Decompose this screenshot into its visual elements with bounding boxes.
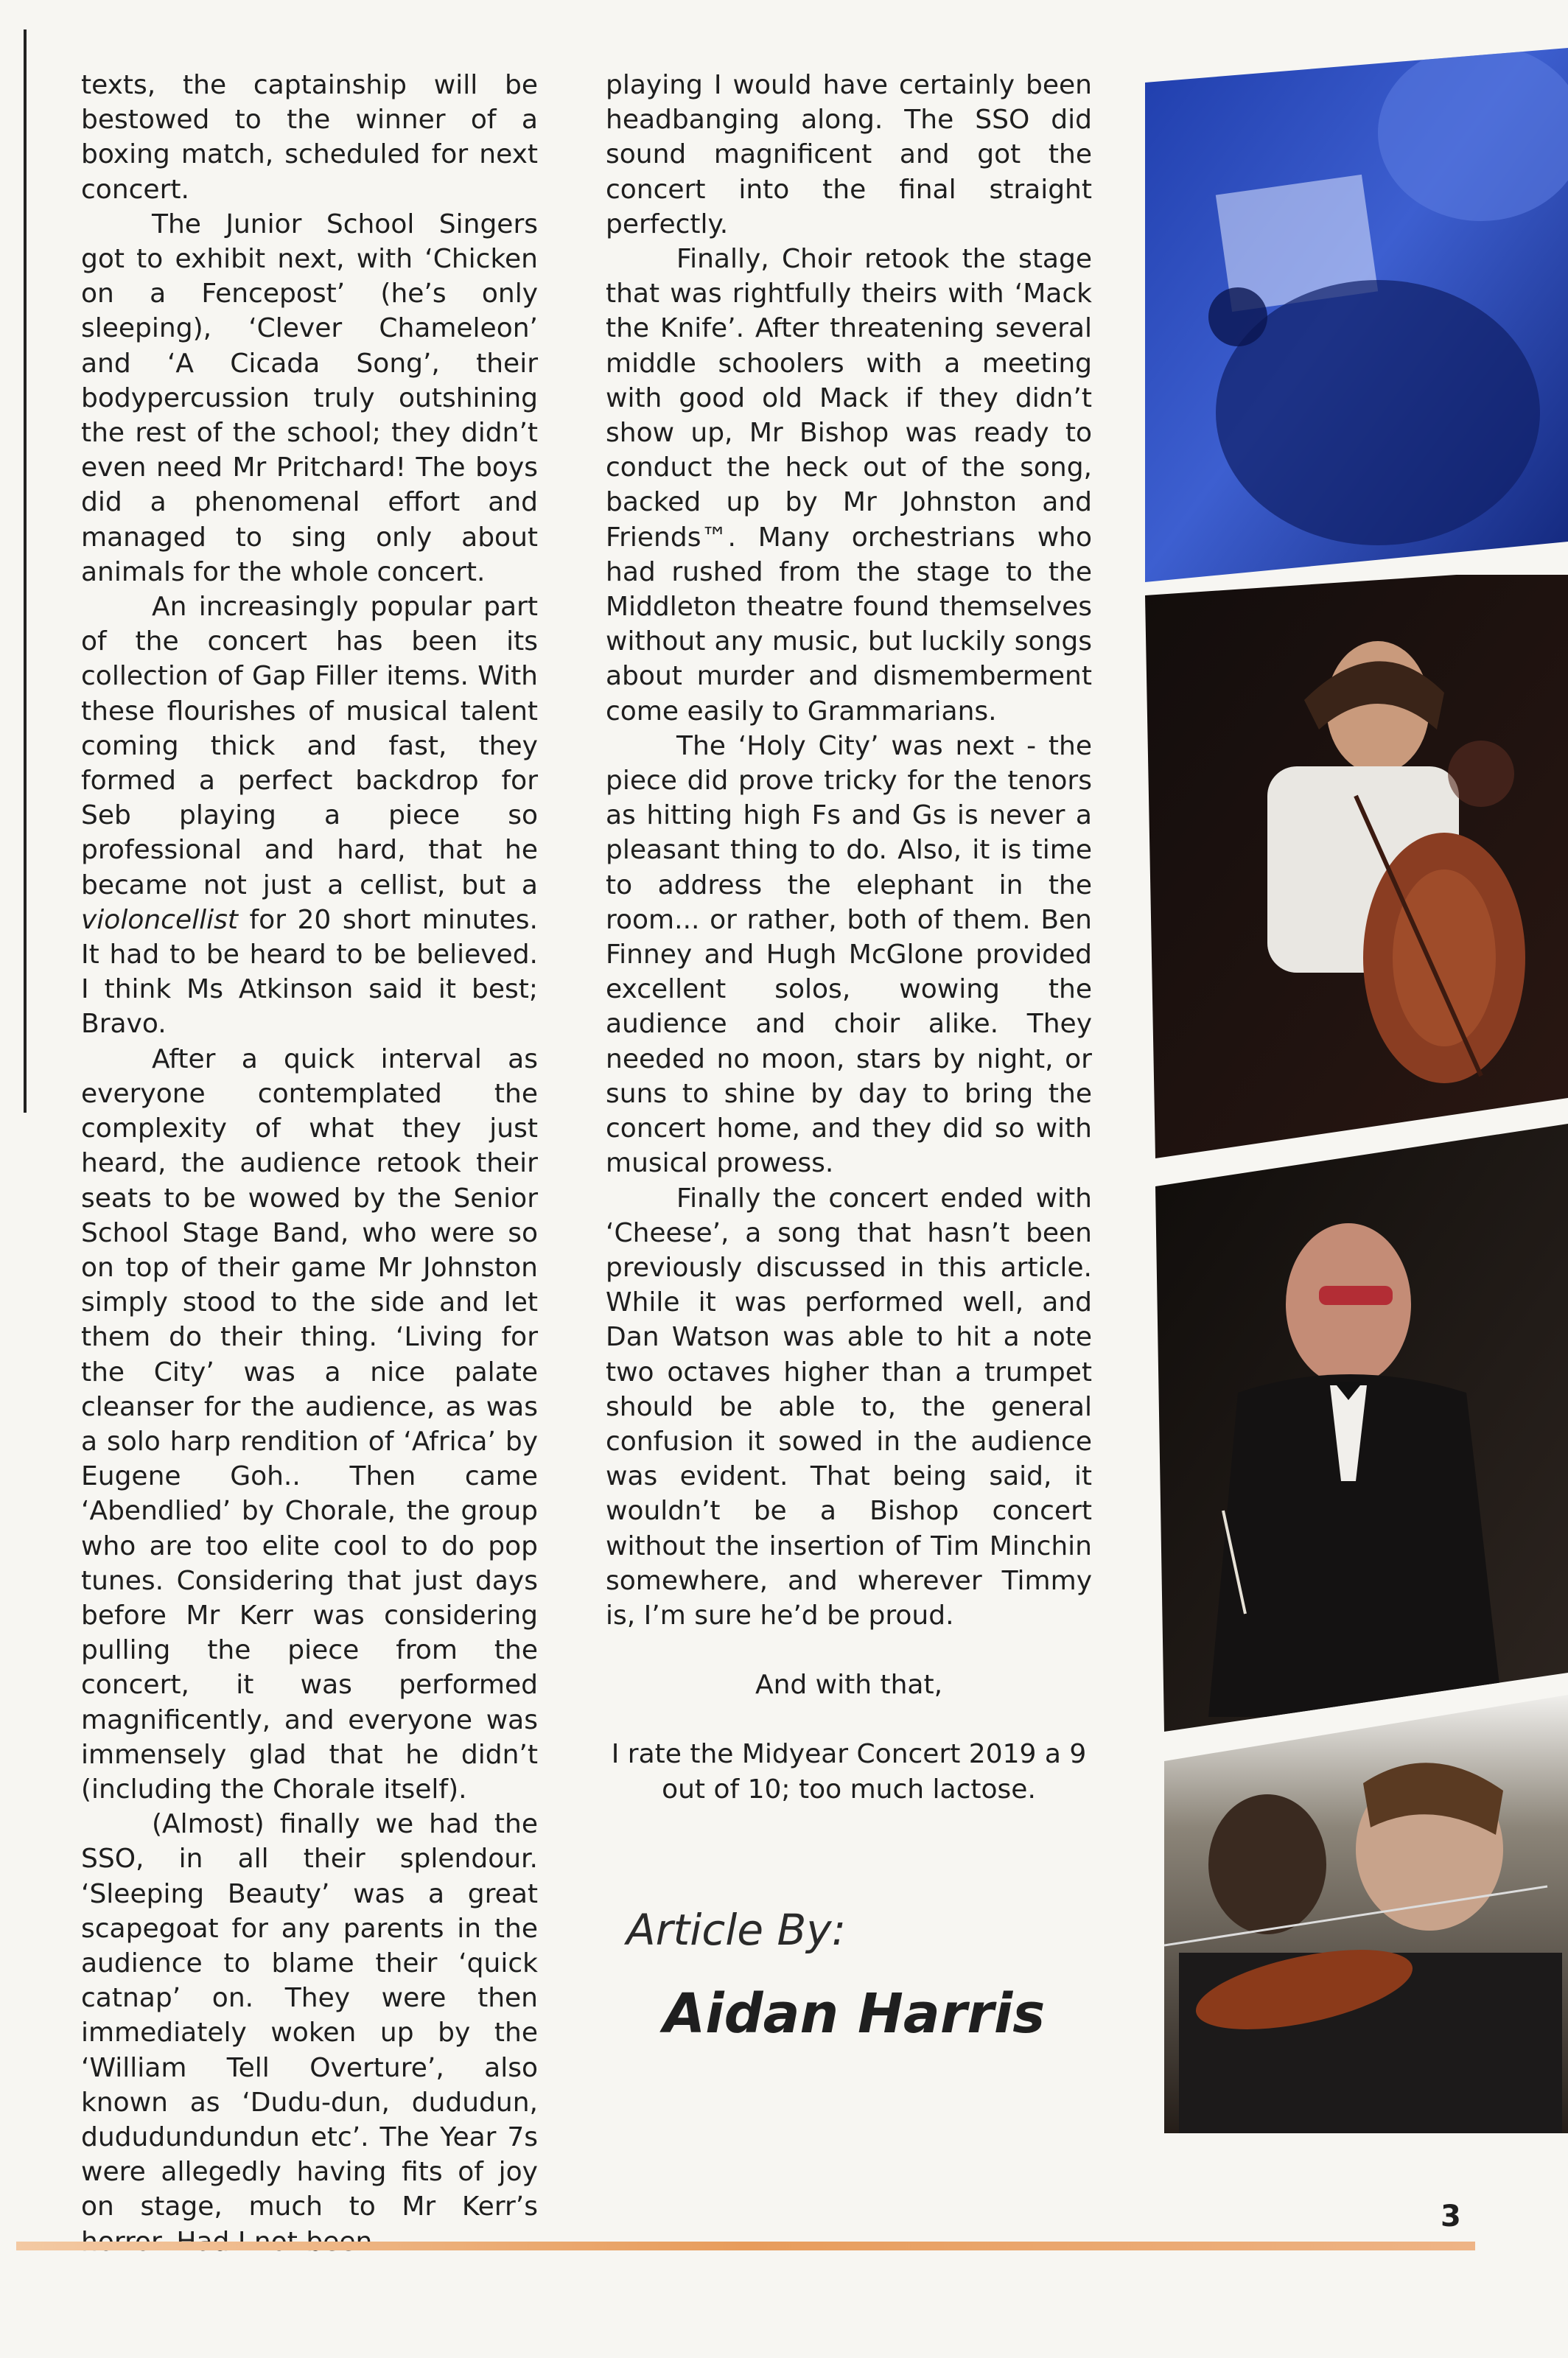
page-number: 3	[1441, 2200, 1461, 2233]
emphasis-text: violoncellist	[81, 904, 238, 935]
paragraph: The Junior School Singers got to exhibit next, with ‘Chicken on a Fencepost’ (he’s only sleeping), ‘Clever Chameleon’ and ‘A Cicada Song’, their bodypercussion truly outshining the rest of the school; they didn’t even need Mr Pritchard! The boys did a phenomenal effort and managed to sing only about animals for the whole concert.	[81, 209, 538, 587]
article-column-left	[81, 68, 538, 2259]
cellist-photo	[1135, 575, 1568, 1164]
rating-line: I rate the Midyear Concert 2019 a 9 out of 10; too much lactose.	[611, 1739, 1087, 1805]
paragraph: texts, the captainship will be bestowed to the winner of a boxing match, scheduled for next concert.	[81, 70, 538, 205]
author-name: Aidan Harris	[663, 1982, 1046, 2046]
paragraph: playing I would have certainly been headbanging along. The SSO did sound magnificent and got the concert into the final straight perfectly.	[606, 70, 1092, 239]
conductor-photo	[1135, 1105, 1568, 1754]
paragraph: (Almost) finally we had the SSO, in all their splendour. ‘Sleeping Beauty’ was a great scapegoat for any parents in the audience to blame their ‘quick catnap’ on. They were then immediately woken up by the ‘William Tell Overture’, also known as ‘Dudu-dun, dududun, dududundundun etc’. The Year 7s were allegedly having fits of joy on stage, much to Mr Kerr’s	[81, 1809, 538, 2222]
byline-label: Article By:	[626, 1905, 847, 1955]
paragraph: The ‘Holy City’ was next - the piece did prove tricky for the tenors as hitting high Fs and Gs is never a pleasant thing to do. Also, it is time to address the elephant in the room... or rather, both of them. Ben Finney and Hugh McGlone provided excellent solos, wowing the audience and choir alike. They needed no moon, stars by night, or suns to shine by day to bring the concert home, and they did so with musical prowess.	[606, 730, 1092, 1179]
violinists-photo	[1135, 1695, 1568, 2144]
footer-rule	[16, 2242, 1475, 2250]
paragraph-text: An increasingly popular part of the concert has been its collection of Gap Filler items. With these flourishes of musical talent coming thick and fast, they formed a perfect backdrop for Seb playing a piece so professional and hard, that he became not just a cellist, but a	[81, 592, 538, 900]
paragraph-text: for 20 short minutes. It had to be heard to be believed. I think Ms Atkinson said it best; Bravo.	[81, 904, 538, 1040]
article-column-right	[606, 68, 1092, 1807]
paragraph	[81, 590, 538, 1042]
paragraph: Finally the concert ended with ‘Cheese’, a song that hasn’t been previously discussed in this article. While it was performed well, and Dan Watson was able to hit a note two octaves higher than a trumpet should be able to, the general confusion it sowed in the audience was evident. That being said, it wouldn’t be a Bishop concert without the insertion of Tim Minchin somewhere, and wherever Timmy is, I’m sure he’d be proud.	[606, 1183, 1092, 1631]
closing-line: And with that,	[755, 1670, 943, 1701]
orchestra-photo	[1135, 0, 1568, 590]
photo-strip	[1135, 0, 1568, 2181]
left-margin-rule	[24, 29, 27, 1113]
paragraph: After a quick interval as everyone contemplated the complexity of what they just heard, the audience retook their seats to be wowed by the Senior School Stage Band, who were so on top of their game Mr Johnston simply stood to the side and let them do their thing. ‘Living for the City’ was a nice palate cleanser for the audience, as was a solo harp rendition of ‘Africa’ by Eugene Goh.. Then came ‘Abendlied’ by Chorale, the group who are too elite cool to do pop tunes. Considering that just days before Mr Kerr was considering pulling the piece from the concert, it was performed magnificently, and everyone was immensely glad that he didn’t (including the Chorale itself).	[81, 1043, 538, 1805]
paragraph: Finally, Choir retook the stage that was rightfully theirs with ‘Mack the Knife’. After threatening several middle schoolers with a meeting with good old Mack if they didn’t show up, Mr Bishop was ready to conduct the heck out of the song, backed up by Mr Johnston and Friends™. Many orchestrians who had rushed from the stage to the Middleton theatre found themselves without any music, but luckily songs about murder and dismemberment come easily to Grammarians.	[606, 244, 1092, 727]
